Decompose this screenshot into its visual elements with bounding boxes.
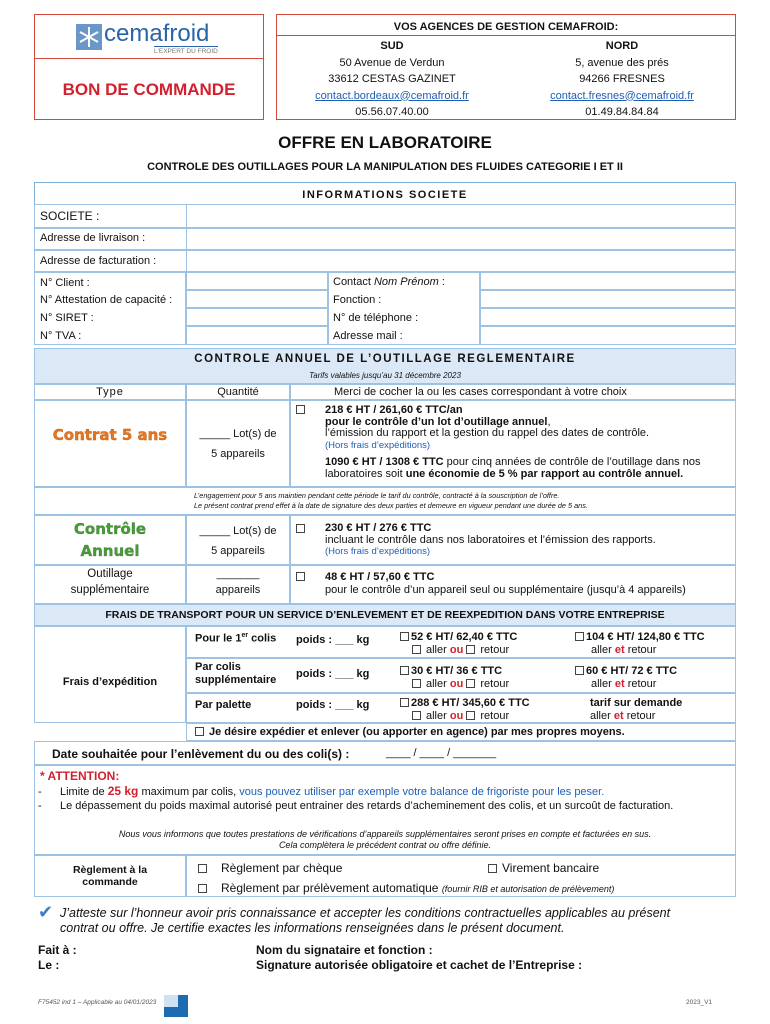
et-label: et — [614, 644, 625, 656]
aller-label: aller — [426, 678, 447, 690]
et-label: et — [614, 678, 625, 690]
transport-type2: supplémentaire — [195, 674, 277, 686]
agency-nord — [512, 38, 732, 121]
control-section-title: CONTROLE ANNUEL DE L’OUTILLAGE REGLEMENTAIRE — [194, 353, 576, 365]
retour-checkbox[interactable] — [466, 711, 475, 720]
footer-logo-mark — [164, 995, 188, 1017]
logo-tagline: L'EXPERT DU FROID — [154, 48, 218, 55]
annuel-checkbox[interactable] — [296, 524, 305, 533]
supp-qty-line2: appareils — [215, 584, 261, 596]
transport-option-a[interactable] — [400, 665, 509, 691]
contrat5-price1-b: pour le contrôle d’un lot d’outillage annuel — [325, 415, 548, 428]
ou-label: ou — [449, 644, 464, 656]
nord-name: NORD — [605, 40, 639, 52]
attention-line2-text: Le dépassement du poids maximal autorisé peut entrainer des retards d’acheminement des colis, et un surcoût de facturation. — [60, 800, 674, 812]
transport-row-type — [195, 661, 295, 687]
fait-a: Fait à : — [38, 943, 77, 957]
attention-line1-a: Limite de — [60, 786, 108, 798]
sud-address2: 33612 CESTAS GAZINET — [328, 73, 456, 85]
retour-label: retour — [627, 644, 657, 656]
annuel-label1: Contrôle — [73, 520, 147, 538]
supp-price: 48 € HT / 57,60 € TTC — [325, 571, 435, 583]
supp-checkbox[interactable] — [296, 572, 305, 581]
et-label: et — [613, 710, 624, 722]
col-choice: Merci de cocher la ou les cases correspondant à votre choix — [334, 386, 627, 398]
virement-label: Virement bancaire — [502, 861, 600, 875]
ou-label: ou — [449, 710, 464, 722]
offer-title: OFFRE EN LABORATOIRE — [278, 133, 492, 152]
email-field[interactable] — [480, 326, 736, 345]
transport-row-label: Frais d’expédition — [62, 676, 158, 688]
societe-label: SOCIETE : — [40, 209, 100, 223]
transport-a-checkbox[interactable] — [400, 632, 409, 641]
client-label: N° Client : — [40, 277, 90, 289]
aller-label: aller — [591, 644, 612, 656]
annuel-qty-text — [186, 521, 290, 561]
telephone-label: N° de téléphone : — [333, 312, 419, 324]
transport-label-cell — [34, 626, 186, 723]
footer-logo-inset — [164, 995, 178, 1007]
nord-address1: 5, avenue des prés — [575, 56, 669, 69]
attention-line1-d: vous pouvez utiliser par exemple votre balance de frigoriste pour les peser. — [239, 786, 605, 798]
annuel-label — [34, 518, 186, 562]
facturation-label: Adresse de facturation : — [40, 255, 157, 267]
email-label: Adresse mail : — [333, 330, 403, 342]
contrat5-qty-line1: _____ Lot(s) de — [199, 428, 277, 440]
aller-label: aller — [590, 710, 611, 722]
retour-label: retour — [480, 678, 510, 690]
nord-phone: 01.49.84.84.84 — [585, 106, 659, 118]
cheque-label: Règlement par chèque — [221, 861, 343, 875]
logo — [76, 18, 236, 54]
attention-line2 — [38, 800, 673, 812]
sud-address1: 50 Avenue de Verdun — [339, 56, 445, 69]
transport-price-b: 60 € HT/ 72 € TTC — [586, 665, 678, 677]
self-ship — [195, 726, 625, 738]
attention-title: * ATTENTION: — [40, 769, 120, 783]
annuel-price: 230 € HT / 276 € TTC — [325, 522, 432, 534]
offer-subtitle: CONTROLE DES OUTILLAGES POUR LA MANIPULATION DES FLUIDES CATEGORIE I ET II — [147, 161, 623, 173]
aller-checkbox[interactable] — [412, 711, 421, 720]
cheque-checkbox[interactable] — [198, 864, 207, 873]
attestation-label: N° Attestation de capacité : — [40, 294, 173, 306]
transport-row-type — [195, 699, 295, 712]
contrat5-price1-c: , — [547, 415, 551, 428]
retour-label: retour — [480, 710, 510, 722]
transport-row-type — [195, 629, 295, 646]
transport-option-b[interactable] — [575, 631, 705, 657]
sud-name: SUD — [380, 40, 404, 52]
transport-price-a: 30 € HT/ 36 € TTC — [411, 665, 503, 677]
retour-checkbox[interactable] — [466, 679, 475, 688]
annuel-desc: incluant le contrôle dans nos laboratoires et l’émission des rapports. — [325, 533, 656, 546]
self-ship-text: Je désire expédier et enlever (ou apporter en agence) par mes propres moyens. — [209, 726, 625, 738]
contrat5-price2-bold: 1090 € HT / 1308 € TTC — [325, 456, 444, 468]
retour-label: retour — [626, 710, 656, 722]
livraison-label: Adresse de livraison : — [40, 232, 146, 244]
transport-a-checkbox[interactable] — [400, 666, 409, 675]
transport-option-a[interactable] — [400, 631, 517, 657]
contrat5-price2-line2-b: une économie de 5 % par rapport au contrôle annuel. — [405, 467, 684, 480]
prelevement-checkbox[interactable] — [198, 884, 207, 893]
prelevement-note: (fournir RIB et autorisation de prélèvement) — [441, 884, 615, 894]
siret-field[interactable] — [186, 308, 328, 326]
payment-label2: commande — [82, 876, 138, 888]
annuel-qty-line1: _____ Lot(s) de — [199, 525, 277, 537]
payment-label1: Règlement à la — [72, 864, 148, 876]
client-field[interactable] — [186, 272, 328, 290]
transport-weight-input[interactable]: poids : ___ kg — [296, 668, 370, 680]
payment-virement[interactable] — [488, 861, 599, 875]
transport-b-checkbox[interactable] — [575, 666, 584, 675]
annuel-hors: (Hors frais d’expéditions) — [325, 546, 431, 557]
signature-label: Signature autorisée obligatoire et cachet de l’Entreprise : — [256, 958, 583, 972]
supp-label1: Outillage — [87, 568, 133, 580]
snowflake-icon — [76, 24, 102, 50]
attention-line1-b: 25 kg — [107, 784, 139, 798]
transport-price-b: tarif sur demande — [590, 697, 683, 709]
aller-checkbox[interactable] — [412, 679, 421, 688]
nord-address2: 94266 FRESNES — [579, 73, 665, 85]
transport-option-b[interactable] — [575, 665, 677, 691]
contrat5-price1-d: l’émission du rapport et la gestion du rappel des dates de contrôle. — [325, 427, 650, 439]
sud-email-link[interactable]: contact.bordeaux@cemafroid.fr — [315, 89, 469, 102]
attention-dash2: - — [38, 800, 42, 812]
attention-line1 — [38, 784, 604, 798]
le-date: Le : — [38, 958, 60, 972]
contact-field[interactable] — [480, 272, 736, 290]
agencies-title: VOS AGENCES DE GESTION CEMAFROID: — [393, 21, 619, 33]
tva-field[interactable] — [186, 326, 328, 345]
contrat5-offer — [325, 405, 735, 480]
transport-option-a[interactable] — [400, 697, 530, 723]
attention-dash1: - — [38, 786, 42, 798]
supp-qty-text — [186, 566, 290, 598]
attention-info2: Cela complètera le précédent contrat ou offre définie. — [278, 840, 492, 850]
attestation-field[interactable] — [186, 290, 328, 308]
nord-email-link[interactable]: contact.fresnes@cemafroid.fr — [550, 89, 694, 102]
contrat5-price2-line2-a: laboratoires soit — [325, 467, 406, 480]
date-input[interactable]: ____ / ____ / _______ — [386, 747, 497, 759]
transport-type1: Pour le 1 — [195, 632, 242, 645]
contact-label — [333, 276, 445, 288]
aller-checkbox[interactable] — [412, 645, 421, 654]
prelevement-label: Règlement par prélèvement automatique — [221, 881, 439, 895]
ou-label: ou — [449, 678, 464, 690]
retour-checkbox[interactable] — [466, 645, 475, 654]
validity-note: Tarifs valables jusqu’au 31 décembre 2023 — [309, 371, 461, 380]
signataire: Nom du signataire et fonction : — [256, 943, 433, 957]
attestation-text — [60, 906, 740, 936]
siret-label: N° SIRET : — [40, 312, 94, 324]
company-section-title: INFORMATIONS SOCIETE — [302, 189, 468, 201]
contact-italic: Nom Prénom — [373, 276, 439, 288]
contact-prefix: Contact — [333, 276, 374, 288]
transport-a-checkbox[interactable] — [400, 698, 409, 707]
supp-label — [34, 566, 186, 598]
footer-ref: F75452 ind 1 – Applicable au 04/01/2023 — [38, 999, 157, 1006]
transport-price-a: 52 € HT/ 62,40 € TTC — [411, 631, 518, 643]
contrat5-label: Contrat 5 ans — [52, 426, 168, 444]
supp-desc: pour le contrôle d’un appareil seul ou supplémentaire (jusqu’à 4 appareils) — [325, 584, 686, 596]
aller-label: aller — [591, 678, 612, 690]
date-label: Date souhaitée pour l’enlèvement du ou des coli(s) : — [52, 747, 350, 761]
self-ship-checkbox[interactable] — [195, 727, 204, 736]
contrat5-qty-line2: 5 appareils — [211, 448, 265, 460]
contrat5-note2: Le présent contrat prend effet à la date de signature des deux parties et demeure en vigueur pendant une durée de 5 ans. — [194, 501, 588, 510]
attention-info — [34, 829, 736, 851]
fonction-field[interactable] — [480, 290, 736, 308]
transport-type1: Par colis — [195, 661, 241, 673]
annuel-label2: Annuel — [80, 542, 140, 560]
retour-label: retour — [480, 644, 510, 656]
tva-label: N° TVA : — [40, 330, 82, 342]
footer-version: 2023_V1 — [686, 999, 713, 1006]
attest-line1: J’atteste sur l’honneur avoir pris connaissance et accepter les conditions contractuelles applicables au présent — [60, 906, 671, 920]
transport-type1: Par palette — [195, 699, 252, 711]
attest-line2: contrat ou offre. Je certifie exactes les informations renseignées dans le présent document. — [60, 921, 565, 935]
transport-option-b[interactable] — [590, 697, 682, 723]
sud-phone: 05.56.07.40.00 — [355, 106, 429, 118]
contrat5-note — [194, 491, 734, 511]
facturation-field[interactable] — [186, 250, 736, 272]
supp-offer — [325, 571, 735, 597]
contrat5-price1-e: (Hors frais d’expéditions) — [325, 439, 431, 451]
telephone-field[interactable] — [480, 308, 736, 326]
transport-type-sup: er — [241, 632, 249, 639]
doc-title: BON DE COMMANDE — [62, 80, 236, 99]
contrat5-qty-text — [186, 424, 290, 464]
contact-suffix: : — [438, 276, 445, 288]
attention-line1-c: maximum par colis, — [138, 786, 240, 798]
payment-cheque[interactable] — [198, 861, 342, 875]
retour-label: retour — [627, 678, 657, 690]
aller-label: aller — [426, 644, 447, 656]
transport-weight-input[interactable]: poids : ___ kg — [296, 634, 370, 646]
transport-price-a: 288 € HT/ 345,60 € TTC — [411, 697, 530, 709]
contrat5-note1: L’engagement pour 5 ans maintien pendant cette période le tarif du contrôle, contracté à la souscription de l’offre. — [194, 491, 560, 500]
supp-label2: supplémentaire — [70, 584, 150, 596]
societe-field[interactable] — [186, 204, 736, 228]
agencies-divider — [276, 35, 736, 36]
payment-label — [34, 864, 186, 888]
virement-checkbox[interactable] — [488, 864, 497, 873]
logo-text: cemafroid — [104, 20, 210, 47]
transport-price-b: 104 € HT/ 124,80 € TTC — [586, 631, 705, 643]
contrat5-price1: 218 € HT / 261,60 € TTC/an — [325, 404, 463, 416]
contrat5-checkbox[interactable] — [296, 405, 305, 414]
agency-sud — [282, 38, 502, 121]
payment-prelevement[interactable] — [198, 881, 614, 895]
livraison-field[interactable] — [186, 228, 736, 250]
col-type: Type — [96, 386, 124, 398]
annuel-offer — [325, 523, 735, 558]
transport-type2: colis — [248, 632, 277, 645]
col-qty: Quantité — [217, 386, 259, 398]
annuel-qty-line2: 5 appareils — [211, 545, 265, 557]
contrat5-price2-rest: pour cinq années de contrôle de l’outillage dans nos — [443, 456, 701, 468]
supp-qty-line1: _______ — [216, 568, 260, 580]
transport-weight-input[interactable]: poids : ___ kg — [296, 699, 370, 711]
attention-info1: Nous vous informons que toutes prestations de vérifications d’appareils supplémentaires seront prises en compte et facturées en sus. — [118, 829, 652, 839]
transport-title: FRAIS DE TRANSPORT POUR UN SERVICE D’ENLEVEMENT ET DE REEXPEDITION DANS VOTRE ENTREPRISE — [105, 609, 665, 621]
check-icon: ✔ — [38, 902, 54, 923]
fonction-label: Fonction : — [333, 294, 382, 306]
aller-label: aller — [426, 710, 447, 722]
transport-b-checkbox[interactable] — [575, 632, 584, 641]
